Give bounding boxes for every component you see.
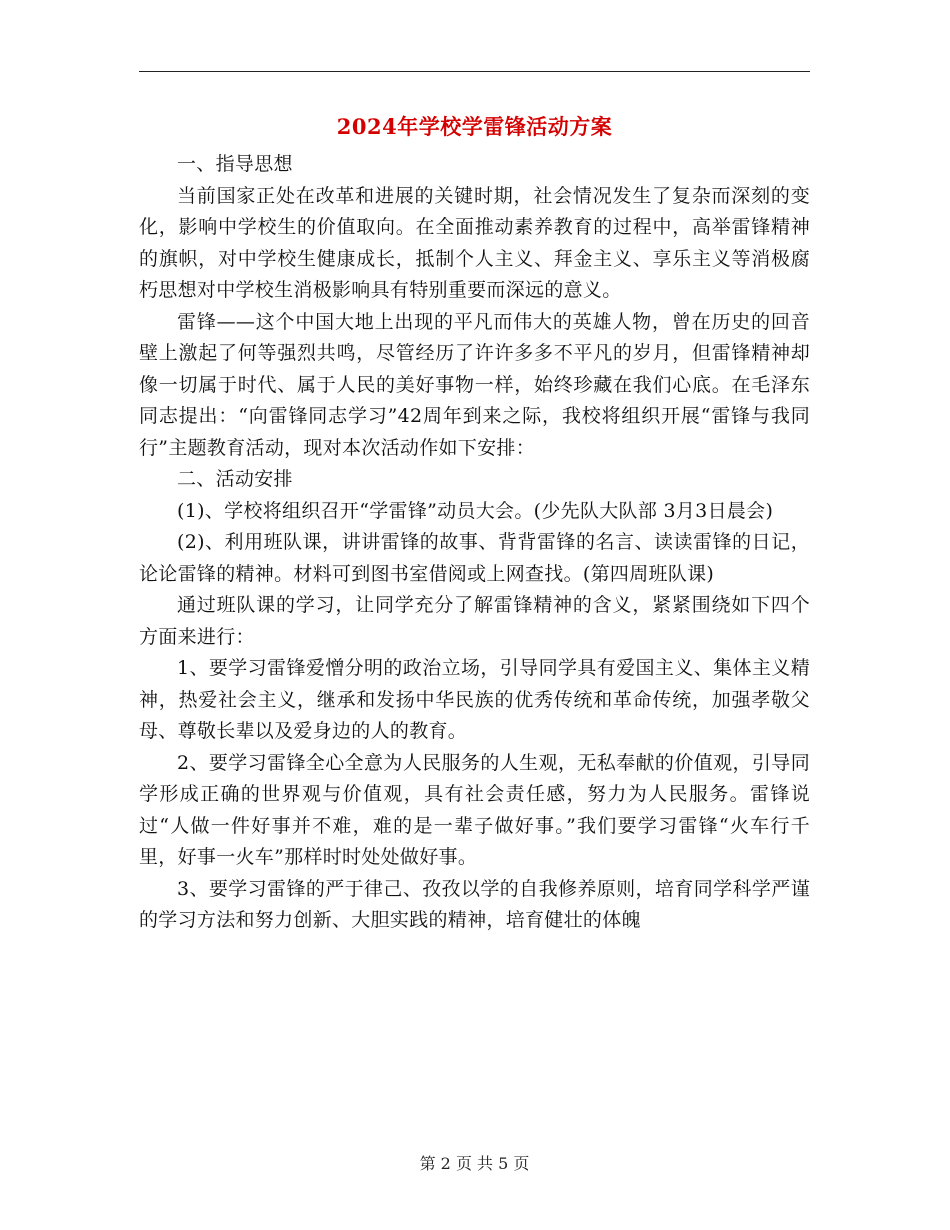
paragraph: 当前国家正处在改革和进展的关键时期，社会情况发生了复杂而深刻的变化，影响中学校生的价值取向。在全面推动素养教育的过程中，高举雷锋精神的旗帜，对中学校生健康成长，抵制个人主义、拜金主义、享乐主义等消极腐朽思想对中学校生消极影响具有特别重要而深远的意义。 — [139, 184, 810, 301]
list-item: 1、要学习雷锋爱憎分明的政治立场，引导同学具有爱国主义、集体主义精神，热爱社会主义，继承和发扬中华民族的优秀传统和革命传统，加强孝敬父母、尊敬长辈以及爱身边的人的教育。 — [139, 657, 810, 742]
paragraph: 雷锋——这个中国大地上出现的平凡而伟大的英雄人物，曾在历史的回音壁上激起了何等强烈共鸣，尽管经历了许许多多不平凡的岁月，但雷锋精神却像一切属于时代、属于人民的美好事物一样，始终珍藏在我们心底。在毛泽东同志提出：“向雷锋同志学习”42周年到来之际，我校将组织开展“雷锋与我同行”主题教育活动，现对本次活动作如下安排： — [139, 310, 810, 459]
section-heading-activity-arrangement: 二、活动安排 — [177, 468, 293, 490]
paragraph: 通过班队课的学习，让同学充分了解雷锋精神的含义，紧紧围绕如下四个方面来进行： — [139, 594, 810, 648]
document-title: 2024年学校学雷锋活动方案 — [336, 114, 613, 139]
page-number: 第 2 页 共 5 页 — [419, 1154, 530, 1173]
section-heading-guiding-thought: 一、指导思想 — [177, 153, 293, 175]
list-item: 3、要学习雷锋的严于律己、孜孜以学的自我修养原则，培育同学科学严谨的学习方法和努力创新、大胆实践的精神，培育健壮的体魄 — [139, 877, 810, 931]
header-rule — [139, 71, 810, 72]
document-body — [139, 149, 810, 937]
list-item: (2)、利用班队课，讲讲雷锋的故事、背背雷锋的名言、读读雷锋的日记，论论雷锋的精神。材料可到图书室借阅或上网查找。(第四周班队课) — [139, 531, 810, 585]
list-item: 2、要学习雷锋全心全意为人民服务的人生观，无私奉献的价值观，引导同学形成正确的世界观与价值观，具有社会责任感，努力为人民服务。雷锋说过“人做一件好事并不难，难的是一辈子做好事。”我们要学习雷锋“火车行千里，好事一火车”那样时时处处做好事。 — [139, 751, 810, 868]
list-item: (1)、学校将组织召开“学雷锋”动员大会。(少先队大队部 3月3日晨会) — [177, 499, 774, 522]
